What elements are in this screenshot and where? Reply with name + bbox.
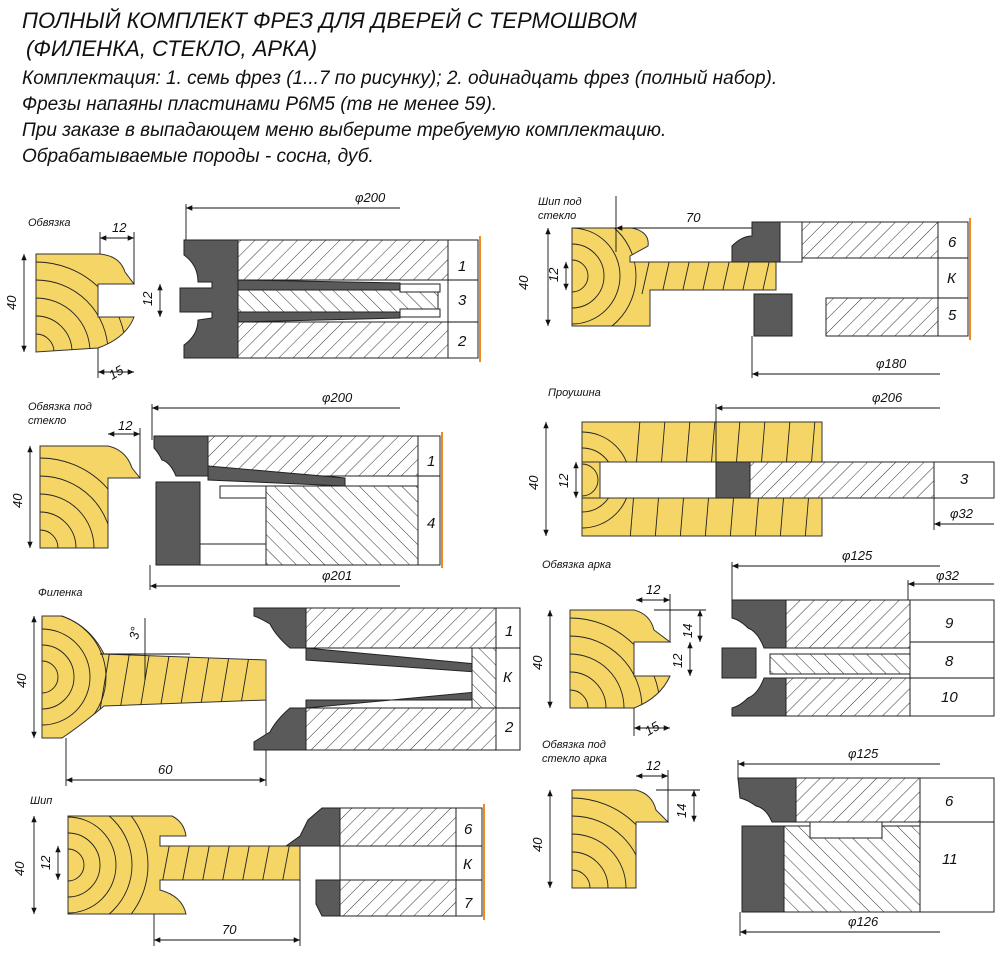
dim-40: 40	[10, 493, 25, 508]
dim-40: 40	[526, 475, 541, 490]
description-line-2: Фрезы напаяны пластинами Р6М5 (тв не менее 59).	[22, 94, 498, 115]
diagram-title: Шип	[30, 795, 53, 807]
cutter-num-3: 3	[458, 292, 467, 309]
diagram-title: Обвязка арка	[542, 559, 612, 571]
cutter-num-k: К	[947, 270, 956, 287]
diagram-title-2: стекло	[28, 415, 67, 427]
dim-dia-bottom: φ32	[950, 506, 973, 521]
dim-40: 40	[14, 673, 29, 688]
description-line-1: Комплектация: 1. семь фрез (1...7 по рисунку); 2. одинадцать фрез (полный набор).	[22, 68, 778, 89]
dim-dia: φ180	[876, 356, 907, 371]
dim-12-top: 12	[112, 220, 127, 235]
dim-12: 12	[646, 758, 661, 773]
diagram-title-2: стекло арка	[542, 753, 607, 765]
wood-profile	[0, 254, 134, 442]
cutter-num-2: 2	[505, 719, 514, 736]
cutter-num-6: 6	[464, 821, 473, 838]
dim-40: 40	[530, 655, 545, 670]
cutter-num-10: 10	[941, 689, 958, 706]
cutter-num-k: К	[463, 856, 472, 873]
dim-dia: φ200	[355, 190, 386, 205]
diagram-ship-steklo	[508, 196, 970, 378]
diagram-title: Обвязка	[28, 217, 71, 229]
dim-12: 12	[556, 473, 571, 488]
cutter-num-1: 1	[458, 258, 467, 275]
description-line-4: Обрабатываемые породы - сосна, дуб.	[22, 146, 374, 167]
diagram-title: Филенка	[38, 587, 83, 599]
diagram-title: Проушина	[548, 387, 601, 399]
dim-dia-top: φ125	[848, 746, 879, 761]
dim-40: 40	[516, 275, 531, 290]
cutter-num-6: 6	[945, 793, 954, 810]
cutter-num-7: 7	[464, 895, 473, 912]
dim-dia-top: φ125	[842, 548, 873, 563]
dim-12: 12	[38, 855, 53, 870]
diagram-ship	[0, 785, 484, 946]
dim-dia-bottom: φ126	[848, 914, 879, 929]
cutter-num-5: 5	[948, 307, 957, 324]
dim-15: 15	[642, 718, 663, 739]
title-line-2: (ФИЛЕНКА, СТЕКЛО, АРКА)	[26, 36, 318, 61]
diagram-title-1: Обвязка под	[542, 739, 606, 751]
cutter-num-11: 11	[942, 851, 958, 868]
dim-dia-top: φ206	[872, 390, 903, 405]
dim-12: 12	[118, 418, 133, 433]
dim-70: 70	[686, 210, 701, 225]
cutter-num-6: 6	[948, 234, 957, 251]
dim-12-side: 12	[670, 653, 685, 668]
dim-dia-bottom: φ201	[322, 568, 353, 583]
diagram-obvyazka-steklo	[0, 390, 442, 638]
diagram-title-1: Шип под	[538, 196, 582, 208]
cutter-num-9: 9	[945, 615, 954, 632]
dim-15: 15	[106, 362, 127, 383]
cutter-num-4: 4	[427, 515, 436, 532]
dim-60: 60	[158, 762, 173, 777]
dim-12: 12	[546, 267, 561, 282]
cutter-num-2: 2	[458, 333, 467, 350]
diagram-title-1: Обвязка под	[28, 401, 92, 413]
cutter-num-k: К	[503, 669, 512, 686]
dim-dia-top: φ200	[322, 390, 353, 405]
title-line-1: ПОЛНЫЙ КОМПЛЕКТ ФРЕЗ ДЛЯ ДВЕРЕЙ С ТЕРМОШВОМ	[22, 8, 637, 33]
dim-angle: 3°	[126, 625, 144, 641]
dim-12-side: 12	[140, 291, 155, 306]
cutter-num-3: 3	[960, 471, 969, 488]
dim-40: 40	[530, 837, 545, 852]
dim-14: 14	[680, 623, 695, 638]
dim-14: 14	[674, 803, 689, 818]
dim-40: 40	[4, 295, 19, 310]
diagram-obvyazka-steklo-arka	[482, 739, 994, 954]
dim-40: 40	[12, 861, 27, 876]
cutter-num-1: 1	[505, 623, 514, 640]
cutter-num-1: 1	[427, 453, 436, 470]
diagram-title-2: стекло	[538, 210, 577, 222]
cutter-num-8: 8	[945, 653, 954, 670]
dim-12-top: 12	[646, 582, 661, 597]
diagram-filenka	[0, 587, 520, 786]
dim-bore: φ32	[936, 568, 959, 583]
dim-70: 70	[222, 922, 237, 937]
description-line-3: При заказе в выпадающем меню выберите требуемую комплектацию.	[22, 120, 667, 141]
diagram-proushina	[526, 387, 994, 540]
